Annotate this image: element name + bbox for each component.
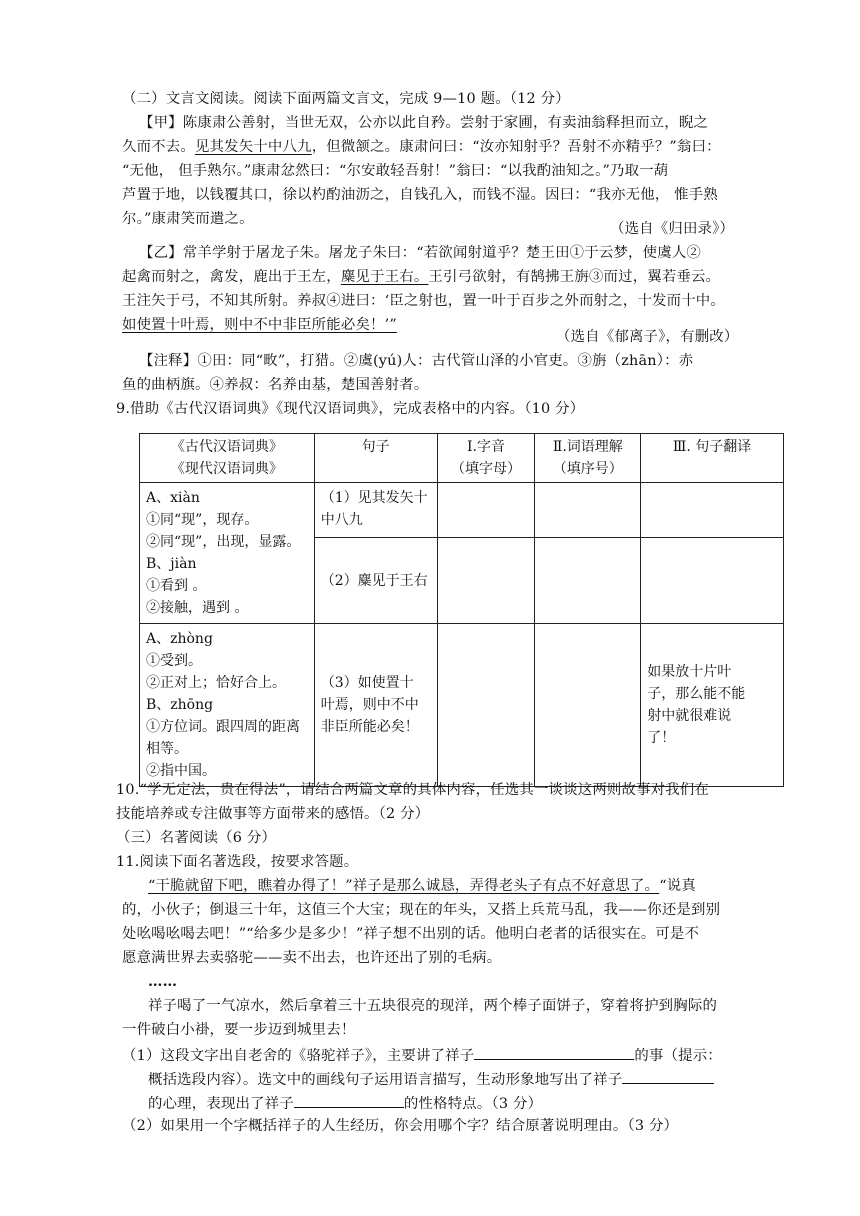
- question-10-line-2: 技能培养或专注做事等方面带来的感悟。（2 分）: [116, 806, 430, 822]
- answer-blank-psychology[interactable]: [622, 1067, 714, 1084]
- table-header-row: [140, 434, 784, 483]
- answer-cell-1-meaning[interactable]: [535, 483, 641, 538]
- passage-line-6: 一件破白小褂，要一步迈到城里去！: [122, 1022, 356, 1038]
- answer-cell-2-meaning[interactable]: [535, 538, 641, 624]
- question-11-1-line-2: 概括选段内容）。选文中的画线句子运用语言描写，生动形象地写出了祥子: [148, 1067, 714, 1091]
- answer-cell-1-pron[interactable]: [437, 483, 535, 538]
- dict-entry-jian: A、xiàn ①同“现”，现存。 ②同“现”，出现，显露。 B、jiàn ①看到 。 ②接触，遇到 。: [140, 483, 315, 624]
- yi-line-2: 起禽而射之，禽发，鹿出于王左，麋见于王右。王引弓欲射，有鹄拂王旃③而过，翼若垂云。: [122, 269, 721, 285]
- sentence-1: （1）见其发矢十 中八九: [314, 483, 437, 538]
- answer-cell-2-pron[interactable]: [437, 538, 535, 624]
- passage-line-3: 处吆喝吆喝去吧！”“给多少是多少！”祥子想不出别的话。他明白老者的话很实在。可是不: [122, 926, 700, 942]
- jia-line-4: 芦置于地，以钱覆其口，徐以杓酌油沥之，自钱孔入，而钱不湿。因曰：“我亦无他， 惟手熟: [122, 187, 718, 203]
- jia-line-1: 【甲】陈康肃公善射，当世无双，公亦以此自矜。尝射于家圃，有卖油翁释担而立，睨之: [139, 115, 709, 131]
- question-11-1-line-1: （1）这段文字出自老舍的《骆驼祥子》，主要讲了祥子 的事（提示：: [122, 1043, 722, 1067]
- yi-line-4: 如使置十叶焉，则中不中非臣所能必矣！’”: [122, 317, 397, 333]
- question-11-2: （2）如果用一个字概括祥子的人生经历，你会用哪个字？结合原著说明理由。（3 分）: [122, 1118, 679, 1134]
- answer-blank-story[interactable]: [474, 1043, 634, 1060]
- question-10-line-1: 10.“学无定法，贵在得法”，请结合两篇文章的具体内容，任选其一谈谈这两则故事对我们在: [116, 782, 710, 798]
- notes-line-2: 鱼的曲柄旗。④养叔：名养由基，楚国善射者。: [122, 377, 429, 393]
- notes-line-1: 【注释】①田：同“畋”，打猎。②虞(yú)人：古代管山泽的小官吏。③旃（zhān）：赤: [139, 353, 694, 369]
- jia-source: （选自《归田录》）: [610, 221, 735, 237]
- passage-line-2: 的，小伙子；倒退三十年，这值三个大宝；现在的年头，又搭上兵荒马乱，我——你还是到别: [122, 902, 721, 918]
- answer-cell-3-pron[interactable]: [437, 624, 535, 787]
- question-11: 11.阅读下面名著选段，按要求答题。: [116, 854, 359, 870]
- question-9: 9.借助《古代汉语词典》《现代汉语词典》，完成表格中的内容。（10 分）: [116, 401, 585, 417]
- jia-line-2: 久而不去。见其发矢十中八九，但微颔之。康肃问曰：“汝亦知射乎？吾射不亦精乎？”翁曰：: [122, 139, 721, 155]
- jia-line-3: “无他， 但手熟尔。”康肃忿然曰：“尔安敢轻吾射！”翁曰：“以我酌油知之。”乃取一葫: [122, 163, 669, 179]
- question-11-1-line-3: 的心理，表现出了祥子 的性格特点。（3 分）: [148, 1091, 542, 1115]
- header-translation: Ⅲ. 句子翻译: [641, 434, 784, 483]
- passage-line-1: “干脆就留下吧，瞧着办得了！”祥子是那么诚恳，弄得老头子有点不好意思了。“说真: [148, 878, 696, 894]
- jia-line-5: 尔。”康肃笑而遣之。: [122, 211, 254, 227]
- table-row: [140, 483, 784, 538]
- sentence-3: （3）如使置十 叶焉，则中不中 非臣所能必矣！: [314, 624, 437, 787]
- answer-cell-2-translation[interactable]: [641, 538, 784, 624]
- answer-blank-character[interactable]: [294, 1091, 404, 1108]
- section2-heading: （二）文言文阅读。阅读下面两篇文言文，完成 9—10 题。（12 分）: [122, 91, 570, 107]
- dict-entry-zhong: A、zhòng ①受到。 ②正对上；恰好合上。 B、zhōng ①方位词。跟四周的距离 相等。 ②指中国。: [140, 624, 315, 787]
- header-word-meaning: Ⅱ.词语理解 （填序号）: [535, 434, 641, 483]
- vocab-table: [139, 433, 784, 787]
- section3-heading: （三）名著阅读（6 分）: [116, 830, 277, 846]
- yi-line-1: 【乙】常羊学射于屠龙子朱。屠龙子朱曰：“若欲闻射道乎？楚王田①于云梦，使虞人②: [139, 245, 702, 261]
- sentence-2: （2）麋见于王右: [314, 538, 437, 624]
- table-row: [140, 624, 784, 787]
- passage-line-4: 愿意满世界去卖骆驼——卖不出去，也许还出了别的毛病。: [122, 950, 502, 966]
- header-sentence: 句子: [314, 434, 437, 483]
- yi-source: （选自《郁离子》，有删改）: [556, 329, 739, 345]
- passage-ellipsis: ……: [148, 973, 178, 990]
- answer-cell-1-translation[interactable]: [641, 483, 784, 538]
- translation-3: 如果放十片叶 子，那么能不能 射中就很难说 了！: [641, 624, 784, 787]
- header-pronunciation: Ⅰ.字音 （填字母）: [437, 434, 535, 483]
- yi-line-3: 王注矢于弓，不知其所射。养叔④进曰：‘臣之射也，置一叶于百步之外而射之，十发而十中。: [122, 293, 725, 309]
- header-dictionaries: 《古代汉语词典》 《现代汉语词典》: [140, 434, 315, 483]
- answer-cell-3-meaning[interactable]: [535, 624, 641, 787]
- passage-line-5: 祥子喝了一气凉水，然后拿着三十五块很亮的现洋，两个棒子面饼子，穿着将护到胸际的: [148, 998, 718, 1014]
